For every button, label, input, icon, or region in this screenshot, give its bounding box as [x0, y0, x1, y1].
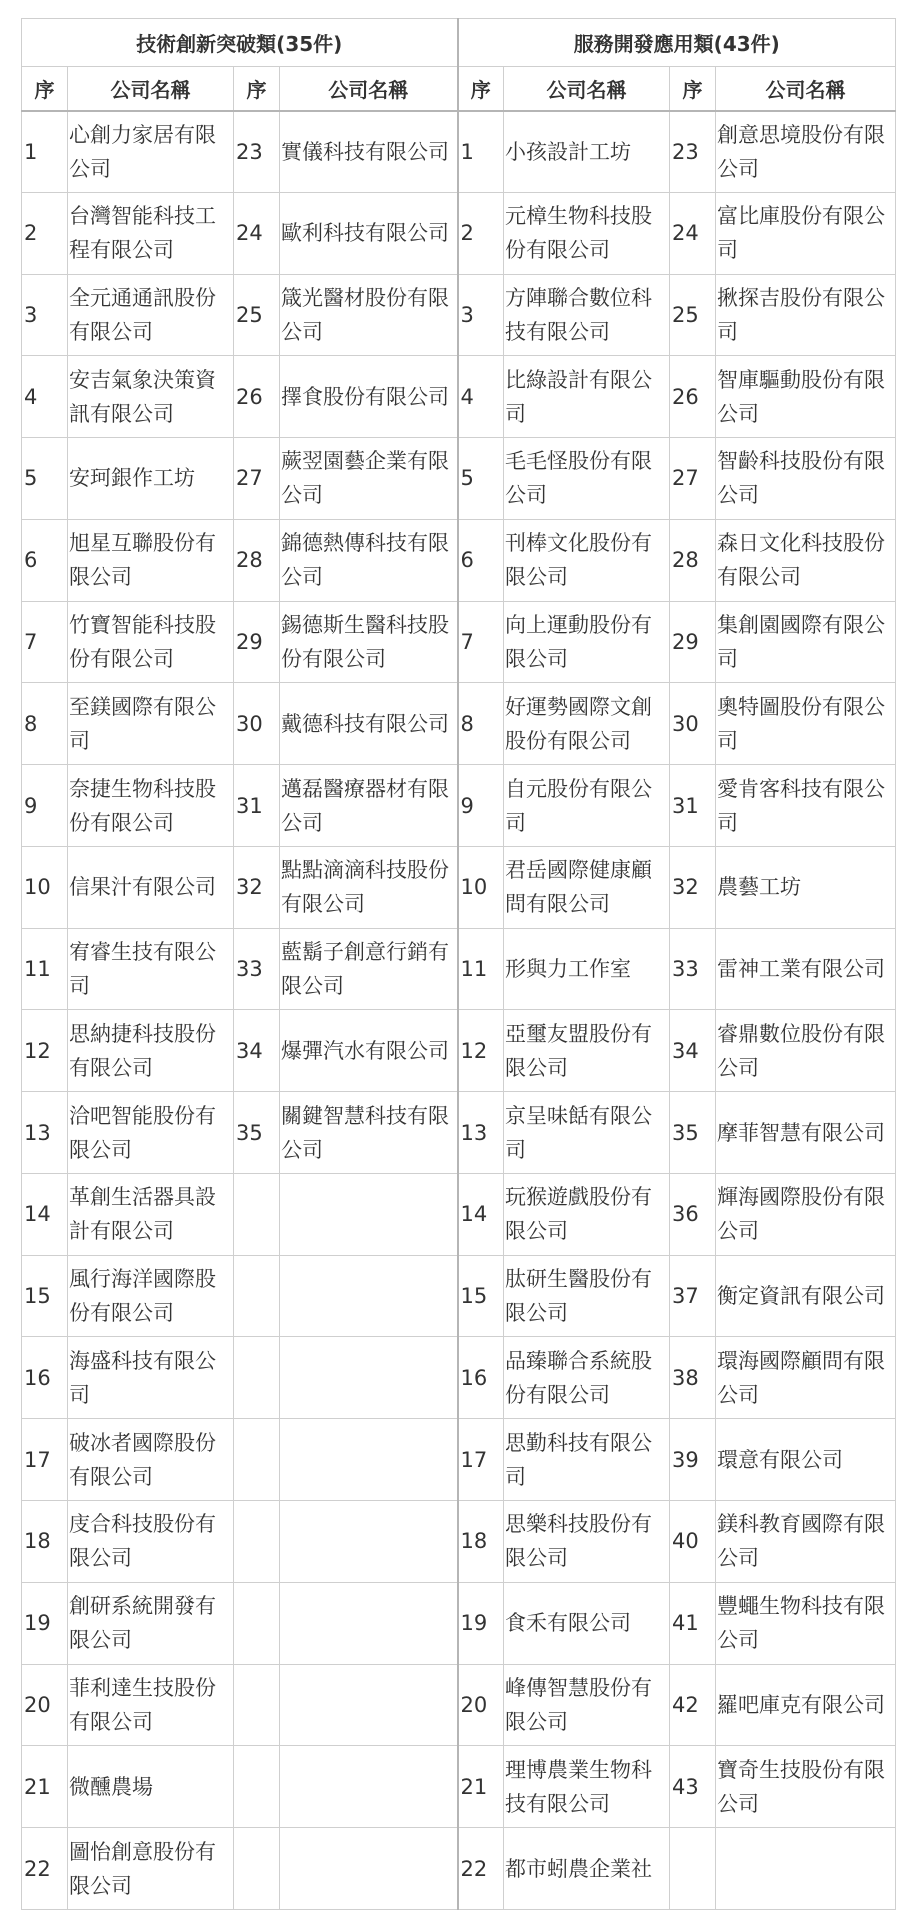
tech-seq-cell: 23 [234, 111, 280, 193]
tech-company-cell: 風行海洋國際股份有限公司 [68, 1255, 234, 1337]
tech-seq-cell: 17 [22, 1419, 68, 1501]
tech-company-cell: 台灣智能科技工程有限公司 [68, 192, 234, 274]
tech-company-cell: 關鍵智慧科技有限公司 [280, 1092, 458, 1174]
tech-seq-cell: 18 [22, 1501, 68, 1583]
column-header-name: 公司名稱 [504, 67, 670, 111]
service-seq-cell: 32 [670, 846, 716, 928]
service-company-cell: 品臻聯合系統股份有限公司 [504, 1337, 670, 1419]
tech-company-cell [280, 1255, 458, 1337]
tech-seq-cell [234, 1419, 280, 1501]
service-seq-cell: 5 [458, 438, 504, 520]
tech-company-cell: 歐利科技有限公司 [280, 192, 458, 274]
service-seq-cell: 16 [458, 1337, 504, 1419]
tech-seq-cell: 3 [22, 274, 68, 356]
service-company-cell: 寶奇生技股份有限公司 [716, 1746, 896, 1828]
tech-company-cell: 思納捷科技股份有限公司 [68, 1010, 234, 1092]
table-row [22, 1501, 896, 1583]
tech-company-cell: 全元通通訊股份有限公司 [68, 274, 234, 356]
service-company-cell: 理博農業生物科技有限公司 [504, 1746, 670, 1828]
service-company-cell: 京呈味餂有限公司 [504, 1092, 670, 1174]
service-seq-cell: 8 [458, 683, 504, 765]
tech-company-cell: 竹寶智能科技股份有限公司 [68, 601, 234, 683]
service-company-cell: 自元股份有限公司 [504, 765, 670, 847]
table-row [22, 1419, 896, 1501]
service-seq-cell: 20 [458, 1664, 504, 1746]
tech-company-cell: 爆彈汽水有限公司 [280, 1010, 458, 1092]
tech-company-cell: 洽吧智能股份有限公司 [68, 1092, 234, 1174]
service-seq-cell: 22 [458, 1828, 504, 1910]
tech-company-cell: 點點滴滴科技股份有限公司 [280, 846, 458, 928]
table-row [22, 111, 896, 193]
tech-seq-cell: 29 [234, 601, 280, 683]
table-row [22, 192, 896, 274]
tech-seq-cell: 4 [22, 356, 68, 438]
tech-company-cell: 錫德斯生醫科技股份有限公司 [280, 601, 458, 683]
table-row [22, 519, 896, 601]
tech-seq-cell: 9 [22, 765, 68, 847]
table-row [22, 438, 896, 520]
table-row [22, 1664, 896, 1746]
service-seq-cell: 15 [458, 1255, 504, 1337]
tech-company-cell [280, 1582, 458, 1664]
table-row [22, 1746, 896, 1828]
table-row [22, 846, 896, 928]
tech-seq-cell: 13 [22, 1092, 68, 1174]
tech-seq-cell: 27 [234, 438, 280, 520]
group-header-tech: 技術創新突破類(35件) [22, 19, 458, 67]
table-row [22, 1828, 896, 1910]
tech-company-cell: 破冰者國際股份有限公司 [68, 1419, 234, 1501]
service-company-cell: 君岳國際健康顧問有限公司 [504, 846, 670, 928]
tech-seq-cell: 5 [22, 438, 68, 520]
service-seq-cell: 23 [670, 111, 716, 193]
service-seq-cell: 3 [458, 274, 504, 356]
service-seq-cell: 21 [458, 1746, 504, 1828]
tech-seq-cell [234, 1664, 280, 1746]
tech-company-cell: 實儀科技有限公司 [280, 111, 458, 193]
column-header-name: 公司名稱 [280, 67, 458, 111]
tech-seq-cell: 16 [22, 1337, 68, 1419]
tech-seq-cell: 33 [234, 928, 280, 1010]
tech-company-cell [280, 1746, 458, 1828]
tech-company-cell: 菲利達生技股份有限公司 [68, 1664, 234, 1746]
service-seq-cell: 31 [670, 765, 716, 847]
service-seq-cell: 2 [458, 192, 504, 274]
tech-company-cell: 擇食股份有限公司 [280, 356, 458, 438]
tech-company-cell: 庋合科技股份有限公司 [68, 1501, 234, 1583]
service-company-cell: 摩菲智慧有限公司 [716, 1092, 896, 1174]
tech-seq-cell: 28 [234, 519, 280, 601]
service-company-cell: 都市蚓農企業社 [504, 1828, 670, 1910]
tech-company-cell: 戴德科技有限公司 [280, 683, 458, 765]
tech-company-cell: 創研系統開發有限公司 [68, 1582, 234, 1664]
tech-company-cell: 旭星互聯股份有限公司 [68, 519, 234, 601]
tech-company-cell: 海盛科技有限公司 [68, 1337, 234, 1419]
tech-company-cell [280, 1664, 458, 1746]
tech-seq-cell [234, 1501, 280, 1583]
service-company-cell: 鎂科教育國際有限公司 [716, 1501, 896, 1583]
column-header-seq: 序 [458, 67, 504, 111]
tech-company-cell [280, 1173, 458, 1255]
service-company-cell: 農藝工坊 [716, 846, 896, 928]
service-seq-cell: 39 [670, 1419, 716, 1501]
table-row [22, 683, 896, 765]
tech-company-cell: 心創力家居有限公司 [68, 111, 234, 193]
tech-seq-cell: 8 [22, 683, 68, 765]
service-company-cell: 羅吧庫克有限公司 [716, 1664, 896, 1746]
tech-seq-cell: 19 [22, 1582, 68, 1664]
service-company-cell: 環意有限公司 [716, 1419, 896, 1501]
service-company-cell: 揪探吉股份有限公司 [716, 274, 896, 356]
tech-seq-cell: 14 [22, 1173, 68, 1255]
service-company-cell: 向上運動股份有限公司 [504, 601, 670, 683]
service-company-cell: 創意思境股份有限公司 [716, 111, 896, 193]
tech-company-cell [280, 1501, 458, 1583]
service-seq-cell: 9 [458, 765, 504, 847]
service-company-cell: 好運勢國際文創股份有限公司 [504, 683, 670, 765]
tech-seq-cell [234, 1337, 280, 1419]
tech-company-cell: 宥睿生技有限公司 [68, 928, 234, 1010]
service-seq-cell: 4 [458, 356, 504, 438]
tech-seq-cell: 6 [22, 519, 68, 601]
table-row [22, 356, 896, 438]
tech-seq-cell: 20 [22, 1664, 68, 1746]
service-seq-cell: 24 [670, 192, 716, 274]
tech-company-cell: 箴光醫材股份有限公司 [280, 274, 458, 356]
tech-company-cell: 錦德熱傳科技有限公司 [280, 519, 458, 601]
service-seq-cell: 40 [670, 1501, 716, 1583]
tech-company-cell: 邁磊醫療器材有限公司 [280, 765, 458, 847]
service-company-cell: 形與力工作室 [504, 928, 670, 1010]
tech-company-cell: 至鎂國際有限公司 [68, 683, 234, 765]
service-seq-cell: 38 [670, 1337, 716, 1419]
tech-seq-cell: 22 [22, 1828, 68, 1910]
service-seq-cell: 14 [458, 1173, 504, 1255]
tech-seq-cell: 10 [22, 846, 68, 928]
tech-seq-cell: 30 [234, 683, 280, 765]
column-header-name: 公司名稱 [716, 67, 896, 111]
service-seq-cell: 33 [670, 928, 716, 1010]
service-seq-cell: 43 [670, 1746, 716, 1828]
service-seq-cell: 36 [670, 1173, 716, 1255]
tech-company-cell: 蕨翌園藝企業有限公司 [280, 438, 458, 520]
service-company-cell: 奧特圖股份有限公司 [716, 683, 896, 765]
service-company-cell: 肽研生醫股份有限公司 [504, 1255, 670, 1337]
service-company-cell: 思樂科技股份有限公司 [504, 1501, 670, 1583]
tech-seq-cell: 2 [22, 192, 68, 274]
service-seq-cell: 42 [670, 1664, 716, 1746]
service-company-cell: 亞璽友盟股份有限公司 [504, 1010, 670, 1092]
service-seq-cell: 28 [670, 519, 716, 601]
service-seq-cell: 1 [458, 111, 504, 193]
tech-seq-cell: 35 [234, 1092, 280, 1174]
tech-seq-cell: 15 [22, 1255, 68, 1337]
table-row [22, 1337, 896, 1419]
tech-company-cell: 奈捷生物科技股份有限公司 [68, 765, 234, 847]
service-company-cell: 衡定資訊有限公司 [716, 1255, 896, 1337]
service-company-cell: 峰傳智慧股份有限公司 [504, 1664, 670, 1746]
tech-company-cell: 信果汁有限公司 [68, 846, 234, 928]
table-row [22, 1010, 896, 1092]
service-company-cell [716, 1828, 896, 1910]
tech-company-cell [280, 1419, 458, 1501]
tech-seq-cell: 21 [22, 1746, 68, 1828]
service-seq-cell: 13 [458, 1092, 504, 1174]
tech-company-cell: 圖怡創意股份有限公司 [68, 1828, 234, 1910]
service-seq-cell: 18 [458, 1501, 504, 1583]
table-row [22, 601, 896, 683]
tech-seq-cell [234, 1828, 280, 1910]
service-company-cell: 小孩設計工坊 [504, 111, 670, 193]
service-company-cell: 環海國際顧問有限公司 [716, 1337, 896, 1419]
tech-company-cell [280, 1337, 458, 1419]
service-seq-cell: 27 [670, 438, 716, 520]
service-company-cell: 愛肯客科技有限公司 [716, 765, 896, 847]
tech-seq-cell: 32 [234, 846, 280, 928]
column-header-name: 公司名稱 [68, 67, 234, 111]
service-company-cell: 輝海國際股份有限公司 [716, 1173, 896, 1255]
tech-company-cell: 安珂銀作工坊 [68, 438, 234, 520]
service-seq-cell: 7 [458, 601, 504, 683]
service-company-cell: 比綠設計有限公司 [504, 356, 670, 438]
tech-seq-cell: 7 [22, 601, 68, 683]
tech-seq-cell [234, 1255, 280, 1337]
service-company-cell: 方陣聯合數位科技有限公司 [504, 274, 670, 356]
service-seq-cell: 17 [458, 1419, 504, 1501]
service-company-cell: 富比庫股份有限公司 [716, 192, 896, 274]
table-row [22, 765, 896, 847]
tech-company-cell: 安吉氣象決策資訊有限公司 [68, 356, 234, 438]
tech-seq-cell: 26 [234, 356, 280, 438]
tech-seq-cell: 34 [234, 1010, 280, 1092]
service-seq-cell: 6 [458, 519, 504, 601]
service-seq-cell: 41 [670, 1582, 716, 1664]
service-seq-cell: 37 [670, 1255, 716, 1337]
service-company-cell: 睿鼎數位股份有限公司 [716, 1010, 896, 1092]
tech-seq-cell [234, 1173, 280, 1255]
service-company-cell: 玩猴遊戲股份有限公司 [504, 1173, 670, 1255]
service-company-cell: 集創園國際有限公司 [716, 601, 896, 683]
service-company-cell: 元樟生物科技股份有限公司 [504, 192, 670, 274]
tech-seq-cell: 24 [234, 192, 280, 274]
service-seq-cell: 10 [458, 846, 504, 928]
service-seq-cell: 25 [670, 274, 716, 356]
tech-seq-cell: 11 [22, 928, 68, 1010]
tech-company-cell: 革創生活器具設計有限公司 [68, 1173, 234, 1255]
service-seq-cell [670, 1828, 716, 1910]
tech-company-cell: 藍鬍子創意行銷有限公司 [280, 928, 458, 1010]
table-row [22, 1092, 896, 1174]
service-seq-cell: 29 [670, 601, 716, 683]
table-row [22, 274, 896, 356]
service-seq-cell: 12 [458, 1010, 504, 1092]
service-company-cell: 智庫驅動股份有限公司 [716, 356, 896, 438]
service-company-cell: 食禾有限公司 [504, 1582, 670, 1664]
tech-seq-cell: 25 [234, 274, 280, 356]
service-company-cell: 豐蠅生物科技有限公司 [716, 1582, 896, 1664]
service-company-cell: 刊棒文化股份有限公司 [504, 519, 670, 601]
column-header-seq: 序 [22, 67, 68, 111]
service-company-cell: 森日文化科技股份有限公司 [716, 519, 896, 601]
tech-company-cell [280, 1828, 458, 1910]
service-seq-cell: 26 [670, 356, 716, 438]
service-company-cell: 毛毛怪股份有限公司 [504, 438, 670, 520]
table-row [22, 1255, 896, 1337]
tech-seq-cell: 12 [22, 1010, 68, 1092]
service-seq-cell: 30 [670, 683, 716, 765]
table-body [22, 111, 896, 1910]
tech-seq-cell [234, 1746, 280, 1828]
service-seq-cell: 11 [458, 928, 504, 1010]
table-row [22, 1173, 896, 1255]
winners-table [21, 18, 896, 1910]
column-header-seq: 序 [234, 67, 280, 111]
service-company-cell: 思勤科技有限公司 [504, 1419, 670, 1501]
table-row [22, 928, 896, 1010]
service-company-cell: 智齡科技股份有限公司 [716, 438, 896, 520]
service-seq-cell: 34 [670, 1010, 716, 1092]
tech-seq-cell: 1 [22, 111, 68, 193]
table-row [22, 1582, 896, 1664]
tech-seq-cell: 31 [234, 765, 280, 847]
tech-seq-cell [234, 1582, 280, 1664]
service-seq-cell: 19 [458, 1582, 504, 1664]
service-company-cell: 雷神工業有限公司 [716, 928, 896, 1010]
tech-company-cell: 微醺農場 [68, 1746, 234, 1828]
service-seq-cell: 35 [670, 1092, 716, 1174]
group-header-service: 服務開發應用類(43件) [458, 19, 896, 67]
column-header-seq: 序 [670, 67, 716, 111]
